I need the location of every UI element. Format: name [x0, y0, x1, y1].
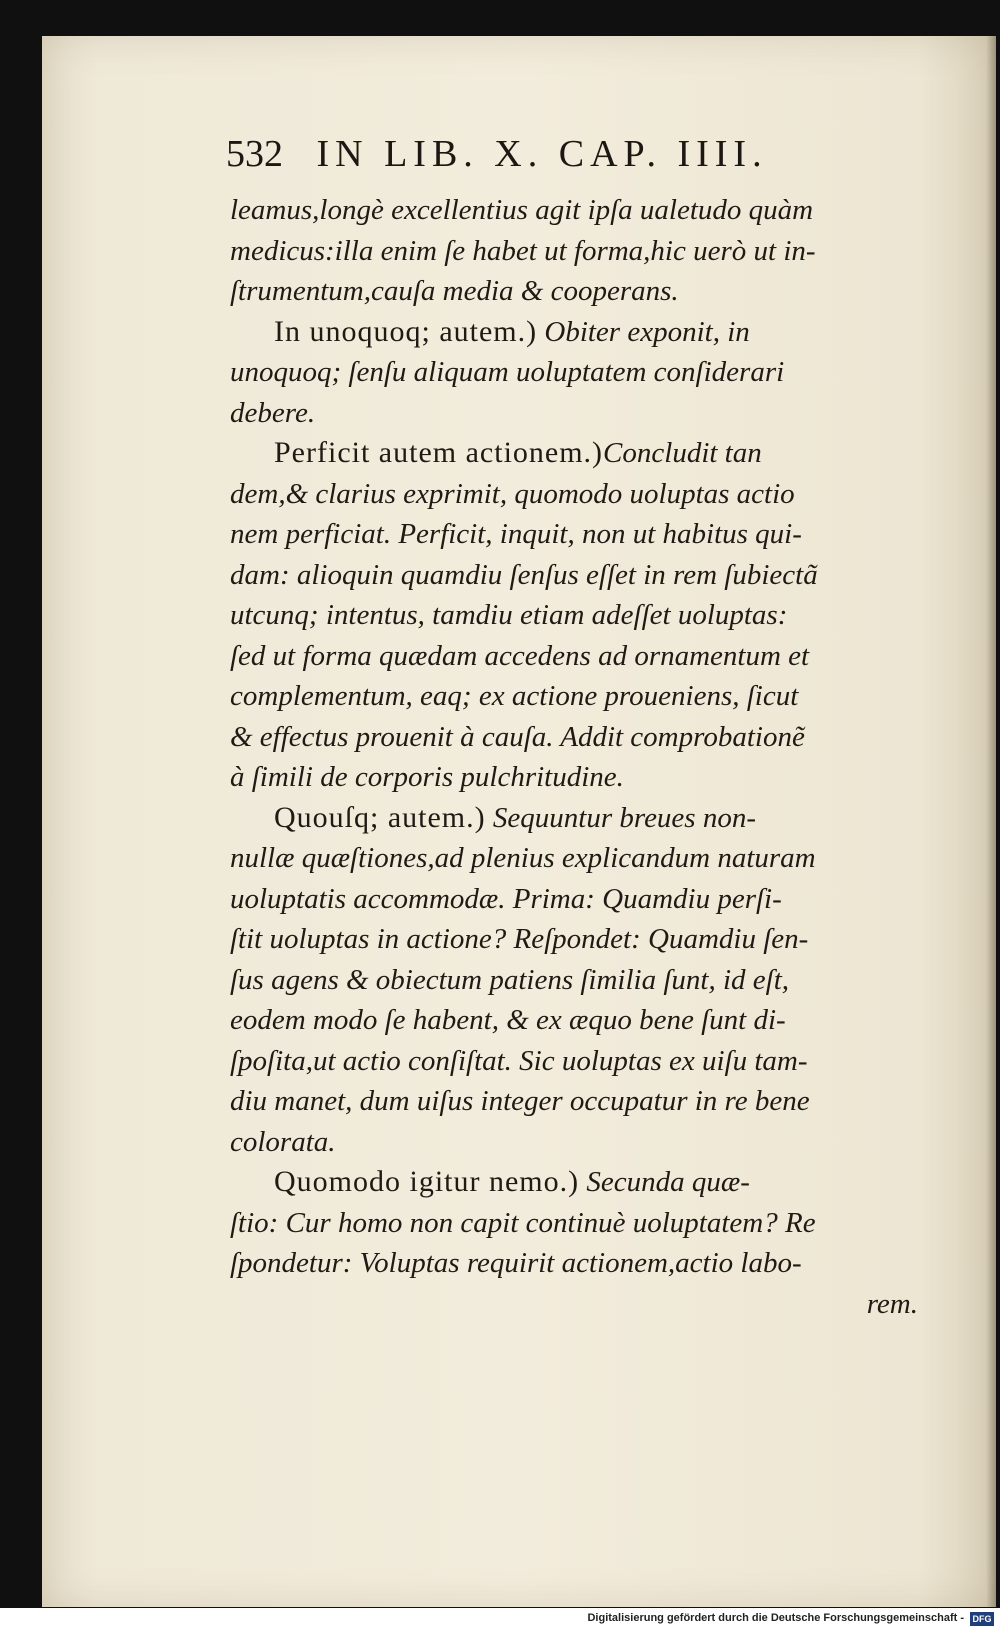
text-line — [230, 960, 930, 1001]
text-line — [230, 1162, 930, 1203]
line-text: colorata. — [230, 1125, 336, 1158]
text-line — [230, 798, 930, 839]
line-text: Sequuntur breues non- — [485, 801, 757, 834]
line-text: dem,& clarius exprimit, quomodo uoluptas actio — [230, 477, 795, 510]
line-text: diu manet, dum uiſus integer occupatur in re bene — [230, 1085, 810, 1117]
text-line — [230, 1000, 930, 1041]
running-title: IN LIB. X. CAP. IIII. — [316, 133, 768, 175]
line-text: debere. — [230, 396, 316, 429]
text-line — [230, 636, 930, 677]
lemma: In unoquoq; autem.) — [274, 314, 538, 348]
line-text: utcunq; intentus, tamdiu etiam adeſſet uoluptas: — [230, 599, 788, 631]
line-text: rem. — [866, 1287, 918, 1320]
text-line — [230, 1284, 930, 1325]
lemma: Quouſq; autem.) — [274, 800, 486, 834]
line-text: nem perficiat. Perficit, inquit, non ut habitus qui- — [230, 518, 802, 550]
text-line — [230, 1081, 930, 1122]
lemma: Perficit autem actionem.) — [274, 436, 604, 469]
lemma: Quomodo igitur nemo.) — [274, 1165, 580, 1198]
text-line — [230, 555, 930, 596]
line-text: Obiter exponit, in — [537, 315, 750, 348]
page-number: 532 — [226, 133, 283, 175]
text-line — [230, 433, 930, 474]
line-text: à ſimili de corporis pulchritudine. — [230, 761, 624, 793]
line-text: eodem modo ſe habent, & ex æquo bene ſunt di- — [230, 1004, 786, 1036]
line-text: ſtrumentum,cauſa media & cooperans. — [230, 275, 679, 307]
line-text: nullæ quæſtiones,ad plenius explicandum naturam — [230, 842, 816, 874]
line-text: ſtit uoluptas in actione? Reſpondet: Quamdiu ſen- — [230, 923, 809, 955]
line-text: Concludit tan — [603, 437, 762, 469]
line-text: leamus,longè excellentius agit ipſa ualetudo quàm — [230, 194, 814, 226]
text-line — [230, 514, 930, 555]
line-text: complementum, eaq; ex actione proueniens, ſicut — [230, 680, 799, 712]
page-edge-shadow — [986, 36, 996, 1607]
line-text: & effectus prouenit à cauſa. Addit comprobationẽ — [230, 720, 805, 753]
text-line — [230, 1041, 930, 1082]
dfg-logo: DFG — [970, 1612, 994, 1626]
text-line — [230, 1122, 930, 1163]
line-text: ſed ut forma quædam accedens ad ornamentum et — [230, 639, 810, 672]
line-text: uoluptatis accommodæ. Prima: Quamdiu perſi- — [230, 882, 782, 915]
text-line — [230, 879, 930, 920]
line-text: ſus agens & obiectum patiens ſimilia ſunt, id eſt, — [230, 963, 790, 996]
line-text: ſpondetur: Voluptas requirit actionem,actio labo- — [230, 1247, 802, 1279]
body-text — [230, 190, 930, 1324]
text-line — [230, 838, 930, 879]
text-line — [230, 190, 930, 231]
text-line — [230, 352, 930, 393]
line-text: medicus:illa enim ſe habet ut forma,hic uerò ut in- — [230, 234, 816, 267]
text-line — [230, 231, 930, 272]
line-text: Secunda quæ- — [579, 1166, 750, 1198]
running-head — [226, 132, 768, 176]
text-line — [230, 717, 930, 758]
text-line — [230, 1203, 930, 1244]
text-line — [230, 1243, 930, 1284]
line-text: ſpoſita,ut actio conſiſtat. Sic uoluptas ex uiſu tam- — [230, 1044, 808, 1077]
text-line — [230, 474, 930, 515]
line-text: unoquoq; ſenſu aliquam uoluptatem conſiderari — [230, 356, 785, 388]
text-line — [230, 312, 930, 353]
text-line — [230, 919, 930, 960]
digitization-credit: Digitalisierung gefördert durch die Deutsche Forschungsgemeinschaft - — [587, 1612, 964, 1624]
text-line — [230, 676, 930, 717]
text-line — [230, 271, 930, 312]
text-line — [230, 595, 930, 636]
line-text: ſtio: Cur homo non capit continuè uoluptatem? Re — [230, 1206, 816, 1239]
text-line — [230, 757, 930, 798]
text-line — [230, 393, 930, 434]
line-text: dam: alioquin quamdiu ſenſus eſſet in rem ſubiectã — [230, 558, 818, 591]
